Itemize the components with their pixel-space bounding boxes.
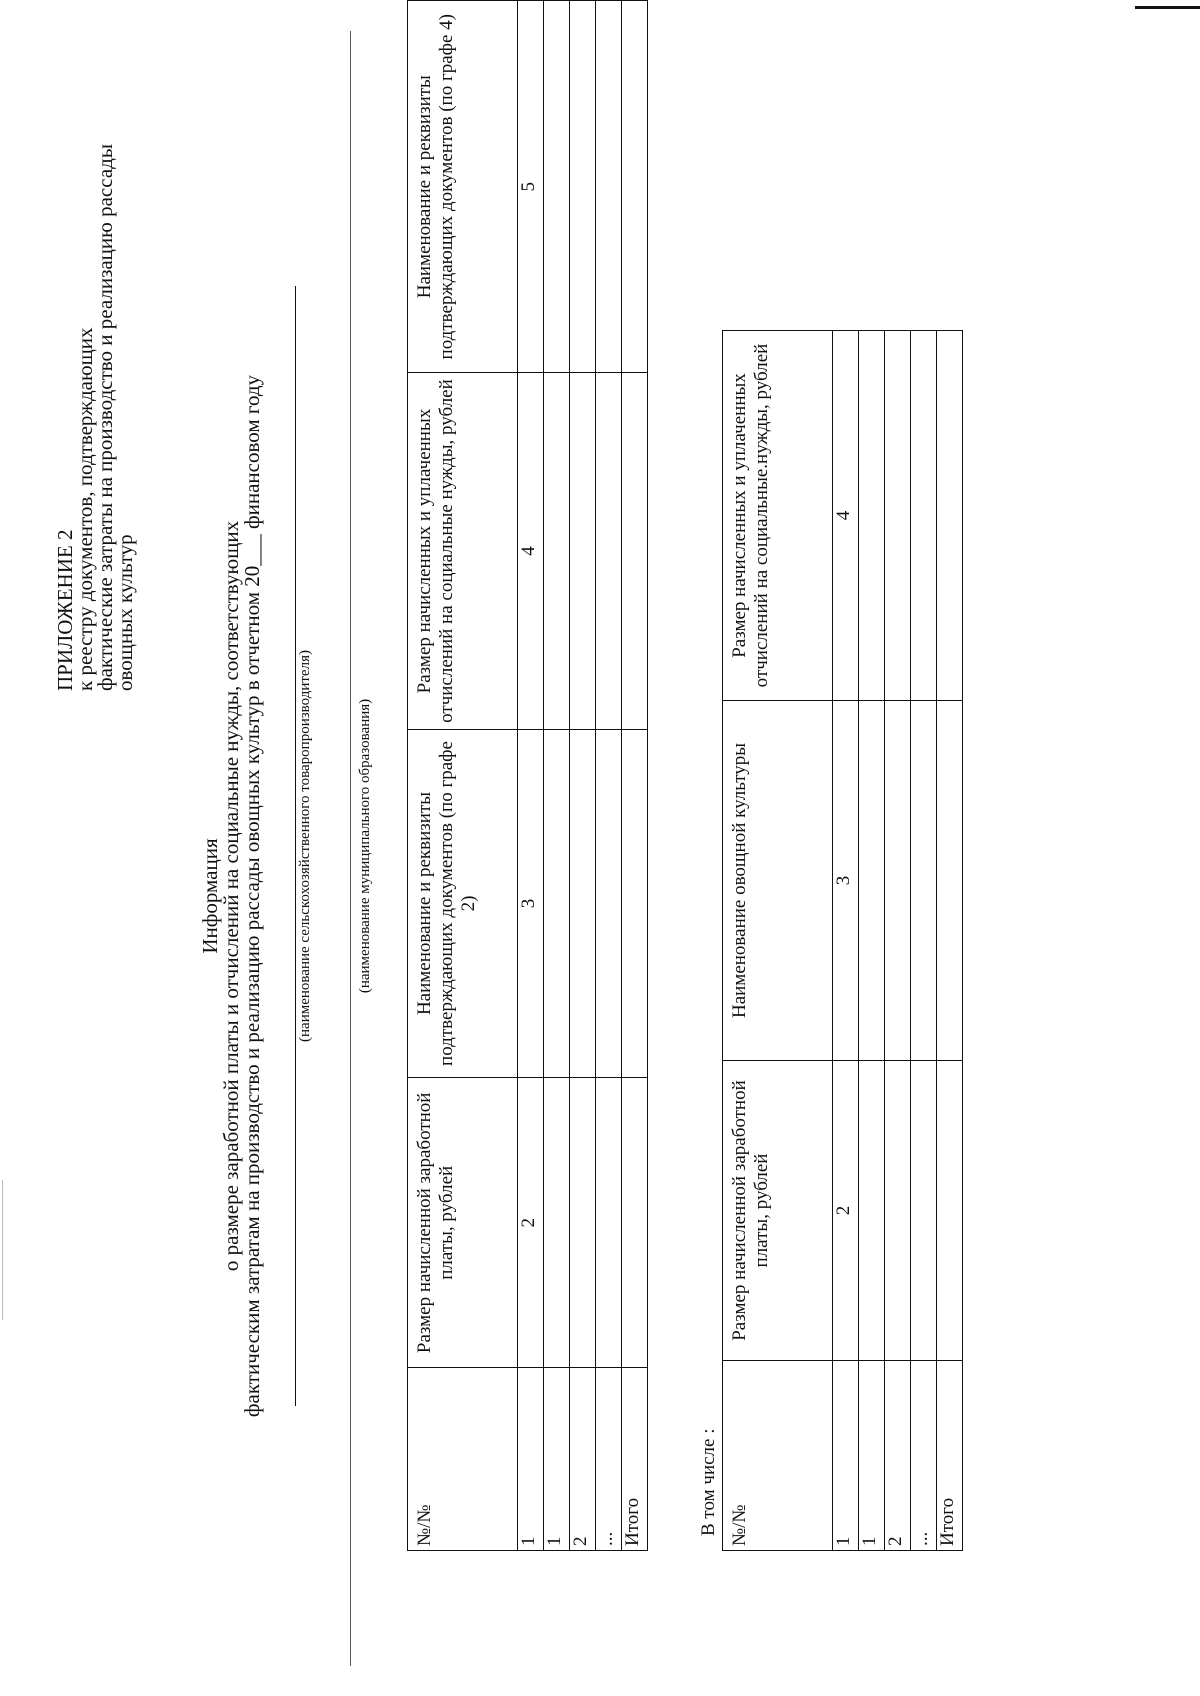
row-label: ... xyxy=(911,1361,937,1551)
table-cell xyxy=(937,1061,963,1361)
appendix-line: фактические затраты на производство и реализацию рассады xyxy=(93,144,117,691)
info-line: фактическим затратам на производство и реализацию рассады овощных культур в отчетном 20___ финансовом году xyxy=(240,374,264,1418)
crop-breakdown-table xyxy=(722,330,963,1551)
table-row xyxy=(859,331,885,1551)
including-label: В том числе : xyxy=(698,1428,719,1536)
appendix-header xyxy=(55,11,135,691)
column-number: 3 xyxy=(518,729,544,1078)
table-row xyxy=(544,1,570,1551)
appendix-line: к реестру документов, подтверждающих xyxy=(73,327,97,691)
table-cell xyxy=(622,729,648,1078)
appendix-title: ПРИЛОЖЕНИЕ 2 xyxy=(53,529,77,691)
table-cell xyxy=(622,373,648,729)
salary-table xyxy=(407,0,648,1551)
row-label: ... xyxy=(596,1368,622,1551)
row-label: 2 xyxy=(885,1361,911,1551)
row-label: 2 xyxy=(570,1368,596,1551)
table-row xyxy=(885,331,911,1551)
column-header: Наименование и реквизиты подтверждающих документов (по графе 4) xyxy=(408,1,518,373)
info-title: Информация xyxy=(198,838,222,954)
column-number: 4 xyxy=(518,373,544,729)
column-header: Размер начисленной заработной платы, рублей xyxy=(408,1078,518,1368)
table-row xyxy=(596,1,622,1551)
appendix-line: овощных культур xyxy=(113,534,137,691)
column-header: Размер начисленных и уплаченных отчислений на социальные нужды, рублей xyxy=(408,373,518,729)
row-label: 1 xyxy=(859,1361,885,1551)
total-label: Итого xyxy=(937,1361,963,1551)
table-cell xyxy=(911,331,937,701)
column-number: 3 xyxy=(833,701,859,1061)
table-cell xyxy=(544,1078,570,1368)
row-label: 1 xyxy=(518,1368,544,1551)
column-header: Размер начисленных и уплаченных отчислений на социальные.нужды, рублей xyxy=(723,331,833,701)
column-number: 2 xyxy=(518,1078,544,1368)
table-cell xyxy=(596,1,622,373)
total-label: Итого xyxy=(622,1368,648,1551)
table-cell xyxy=(885,331,911,701)
column-header: Размер начисленной заработной платы, рублей xyxy=(723,1061,833,1361)
row-label: 1 xyxy=(544,1368,570,1551)
table-cell xyxy=(544,1,570,373)
table-total-row xyxy=(622,1,648,1551)
table-cell xyxy=(859,331,885,701)
table-cell xyxy=(596,729,622,1078)
municipal-name-caption: (наименование муниципального образования) xyxy=(357,698,373,994)
table-row xyxy=(518,1,544,1551)
table-cell xyxy=(859,701,885,1061)
table-cell xyxy=(885,1061,911,1361)
table-cell xyxy=(570,729,596,1078)
column-number: 4 xyxy=(833,331,859,701)
table-cell xyxy=(937,331,963,701)
table-row xyxy=(570,1,596,1551)
table-cell xyxy=(622,1078,648,1368)
table-cell xyxy=(544,373,570,729)
page-divider-rule xyxy=(350,31,351,1666)
column-header: Наименование и реквизиты подтверждающих документов (по графе 2) xyxy=(408,729,518,1078)
table-header-row xyxy=(723,331,833,1551)
table-cell xyxy=(622,1,648,373)
table-row xyxy=(833,331,859,1551)
column-number: 2 xyxy=(833,1061,859,1361)
table-cell xyxy=(596,1078,622,1368)
row-label: 1 xyxy=(833,1361,859,1551)
table-cell xyxy=(596,373,622,729)
table-header-row xyxy=(408,1,518,1551)
table-cell xyxy=(911,701,937,1061)
column-header: №/№ xyxy=(408,1368,518,1551)
table-cell xyxy=(570,373,596,729)
column-number: 5 xyxy=(518,1,544,373)
table-cell xyxy=(937,701,963,1061)
table-cell xyxy=(885,701,911,1061)
producer-name-caption: (наименование сельскохозяйственного товаропроизводителя) xyxy=(297,650,313,1042)
table-cell xyxy=(544,729,570,1078)
table-row xyxy=(911,331,937,1551)
column-header: №/№ xyxy=(723,1361,833,1551)
table-cell xyxy=(911,1061,937,1361)
column-header: Наименование овощной культуры xyxy=(723,701,833,1061)
table-total-row xyxy=(937,331,963,1551)
info-heading xyxy=(200,296,263,1496)
info-line: о размере заработной платы и отчислений на социальные нужды, соответствующих xyxy=(219,520,243,1272)
table-cell xyxy=(570,1,596,373)
table-cell xyxy=(859,1061,885,1361)
table-cell xyxy=(570,1078,596,1368)
producer-name-line xyxy=(295,286,296,1406)
